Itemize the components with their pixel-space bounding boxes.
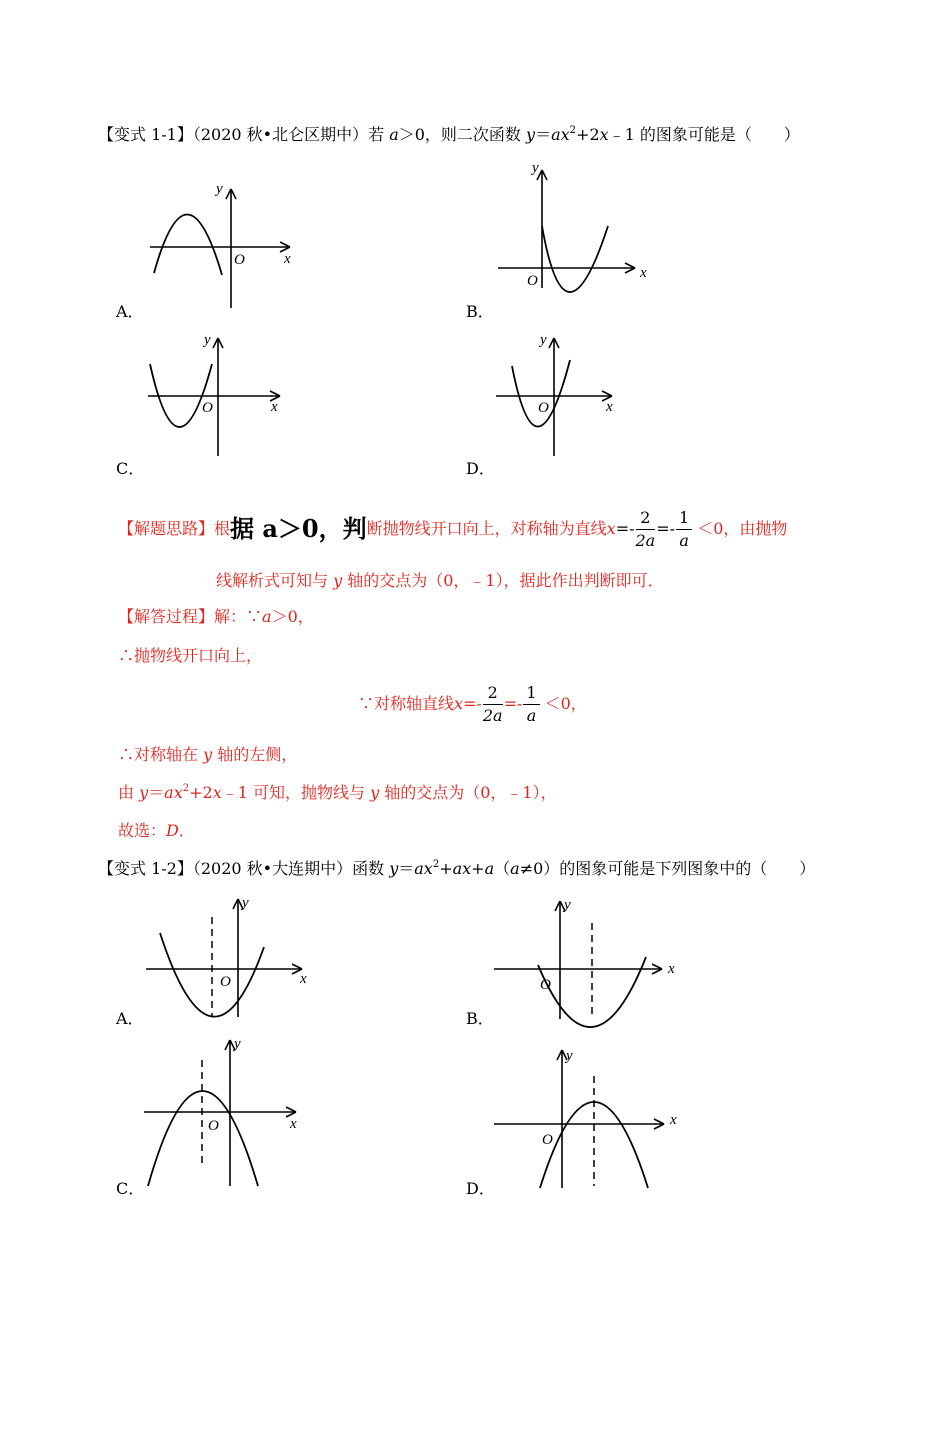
x-label: x xyxy=(271,399,278,415)
solution-text: ＜0， xyxy=(544,694,587,713)
solution-text: 由 xyxy=(118,783,140,802)
origin-label: O xyxy=(538,400,549,416)
q-text: + xyxy=(471,859,485,878)
solution-text: 故选： xyxy=(118,821,167,840)
q-text: ＝ xyxy=(398,859,415,878)
x-label: x xyxy=(300,971,307,987)
graph-2b xyxy=(490,893,680,1023)
denominator: 2a xyxy=(635,530,656,550)
solution-text: ＝ xyxy=(148,783,165,802)
hint-text: =- xyxy=(656,519,676,538)
parabola xyxy=(154,214,222,275)
x-label: x xyxy=(606,399,613,415)
fraction-2-over-2a xyxy=(483,682,503,727)
q-var: ax xyxy=(414,859,433,878)
option-a[interactable]: A． xyxy=(116,1009,144,1028)
variant2-tag: 【变式 1-2】 xyxy=(98,859,193,878)
q-sup: 2 xyxy=(569,125,577,136)
hint-tag: 【解题思路】 xyxy=(118,519,215,538)
x-label: x xyxy=(290,1116,297,1132)
option-d[interactable]: D． xyxy=(466,459,495,478)
solution-text: ∴对称轴在 xyxy=(118,745,204,764)
hint-text: 线解析式可知与 xyxy=(216,571,334,590)
solution-text: =- xyxy=(463,694,482,713)
solution-text: =- xyxy=(503,694,523,713)
numerator: 1 xyxy=(523,682,539,705)
y-label: y xyxy=(242,895,249,911)
hint-text: =- xyxy=(615,519,635,538)
option-b[interactable]: B． xyxy=(466,302,494,321)
variant1-source: （2020 秋•北仑区期中） xyxy=(192,125,369,144)
x-label: x xyxy=(668,961,675,977)
y-label: y xyxy=(216,181,223,197)
q-text: +2 xyxy=(576,125,600,144)
variant1-question xyxy=(98,124,800,146)
q-var: a xyxy=(510,859,520,878)
denominator: a xyxy=(526,705,537,725)
option-b[interactable]: B． xyxy=(466,1009,494,1028)
solution-line-1 xyxy=(118,606,314,628)
y-label: y xyxy=(540,332,547,348)
hint-text: 断抛物线开口向上，对称轴为直线 xyxy=(366,519,607,538)
fraction-2-over-2a xyxy=(636,507,656,552)
parabola xyxy=(148,1091,258,1186)
solution-answer: D xyxy=(166,821,179,840)
solution-text: +2 xyxy=(189,783,213,802)
q-text: ﹣1 的图象可能是（ ） xyxy=(608,125,800,144)
parabola xyxy=(512,360,570,427)
q-var: ax xyxy=(452,859,472,878)
solution-var: y xyxy=(139,783,149,802)
option-a[interactable]: A． xyxy=(116,302,144,321)
origin-label: O xyxy=(542,1132,553,1148)
q-var: x xyxy=(599,125,609,144)
solution-text: 轴的交点为（0，﹣1）， xyxy=(379,783,557,802)
solution-line-5 xyxy=(118,782,557,804)
solution-line-2 xyxy=(118,645,262,667)
solution-text: ＞0， xyxy=(271,607,314,626)
graph-1c xyxy=(138,330,298,460)
fraction-1-over-a xyxy=(523,682,539,727)
solution-var: x xyxy=(454,694,464,713)
parabola xyxy=(538,957,646,1027)
q-var: y xyxy=(526,125,536,144)
x-label: x xyxy=(670,1112,677,1128)
q-var: a xyxy=(389,125,399,144)
q-var: y xyxy=(389,859,399,878)
solution-text: ﹣1 可知，抛物线与 xyxy=(221,783,371,802)
q-sup: 2 xyxy=(432,859,440,870)
solution-var: x xyxy=(212,783,222,802)
q-text: 若 xyxy=(368,125,390,144)
solution-line-4 xyxy=(118,744,297,766)
x-label: x xyxy=(640,265,647,281)
hint-text: 根 xyxy=(214,519,231,538)
variant2-source: （2020 秋•大连期中） xyxy=(192,859,353,878)
variant2-question xyxy=(98,858,815,880)
solution-var: y xyxy=(370,783,380,802)
solution-text: ∴抛物线开口向上， xyxy=(118,646,263,665)
hint-var: x xyxy=(606,519,616,538)
graph-1a xyxy=(140,175,300,315)
option-c[interactable]: C． xyxy=(116,1179,145,1198)
numerator: 2 xyxy=(483,682,503,705)
solution-var: a xyxy=(262,607,272,626)
q-text: （ xyxy=(494,859,511,878)
variant1-tag: 【变式 1-1】 xyxy=(98,125,193,144)
parabola xyxy=(542,226,608,292)
origin-label: O xyxy=(527,273,538,289)
solution-text: 轴的左侧， xyxy=(212,745,298,764)
y-label: y xyxy=(532,160,539,176)
q-text: ＝ xyxy=(535,125,552,144)
solution-line-6 xyxy=(118,820,195,842)
option-c[interactable]: C． xyxy=(116,459,145,478)
denominator: 2a xyxy=(482,705,503,725)
hint-var: y xyxy=(333,571,343,590)
q-text: + xyxy=(439,859,453,878)
q-text: 函数 xyxy=(352,859,390,878)
option-d[interactable]: D． xyxy=(466,1179,495,1198)
hint-text: ＜0，由抛物 xyxy=(697,519,788,538)
solution-line-3 xyxy=(358,680,587,728)
y-label: y xyxy=(566,1048,573,1064)
graph-1b xyxy=(490,158,660,298)
hint-line-1 xyxy=(118,505,787,553)
numerator: 2 xyxy=(636,507,656,530)
graph-1d xyxy=(490,330,650,460)
graph-2d xyxy=(490,1046,680,1196)
x-label: x xyxy=(284,251,291,267)
solution-var: ax xyxy=(164,783,183,802)
solution-text: ∵对称轴直线 xyxy=(358,694,455,713)
solution-var: y xyxy=(203,745,213,764)
origin-label: O xyxy=(202,400,213,416)
graph-2a xyxy=(140,893,320,1023)
solution-text: 解：∵ xyxy=(214,607,263,626)
origin-label: O xyxy=(540,977,551,993)
y-label: y xyxy=(564,897,571,913)
y-label: y xyxy=(234,1036,241,1052)
origin-label: O xyxy=(220,974,231,990)
denominator: a xyxy=(679,530,689,550)
graph-2c xyxy=(140,1036,320,1196)
numerator: 1 xyxy=(676,507,692,530)
solution-tag: 【解答过程】 xyxy=(118,607,215,626)
q-var: a xyxy=(484,859,495,878)
solution-sup: 2 xyxy=(182,783,190,794)
q-var: ax xyxy=(551,125,570,144)
origin-label: O xyxy=(208,1118,219,1134)
hint-text: 轴的交点为（0，﹣1），据此作出判断即可． xyxy=(342,571,664,590)
fraction-1-over-a xyxy=(676,507,692,552)
hint-big-text: 据 a＞0，判 xyxy=(230,514,367,543)
hint-line-2 xyxy=(216,570,664,592)
y-label: y xyxy=(204,332,211,348)
origin-label: O xyxy=(234,252,245,268)
q-text: ＞0，则二次函数 xyxy=(398,125,527,144)
q-text: ≠0）的图象可能是下列图象中的（ ） xyxy=(519,859,816,878)
solution-text: ． xyxy=(178,821,195,840)
